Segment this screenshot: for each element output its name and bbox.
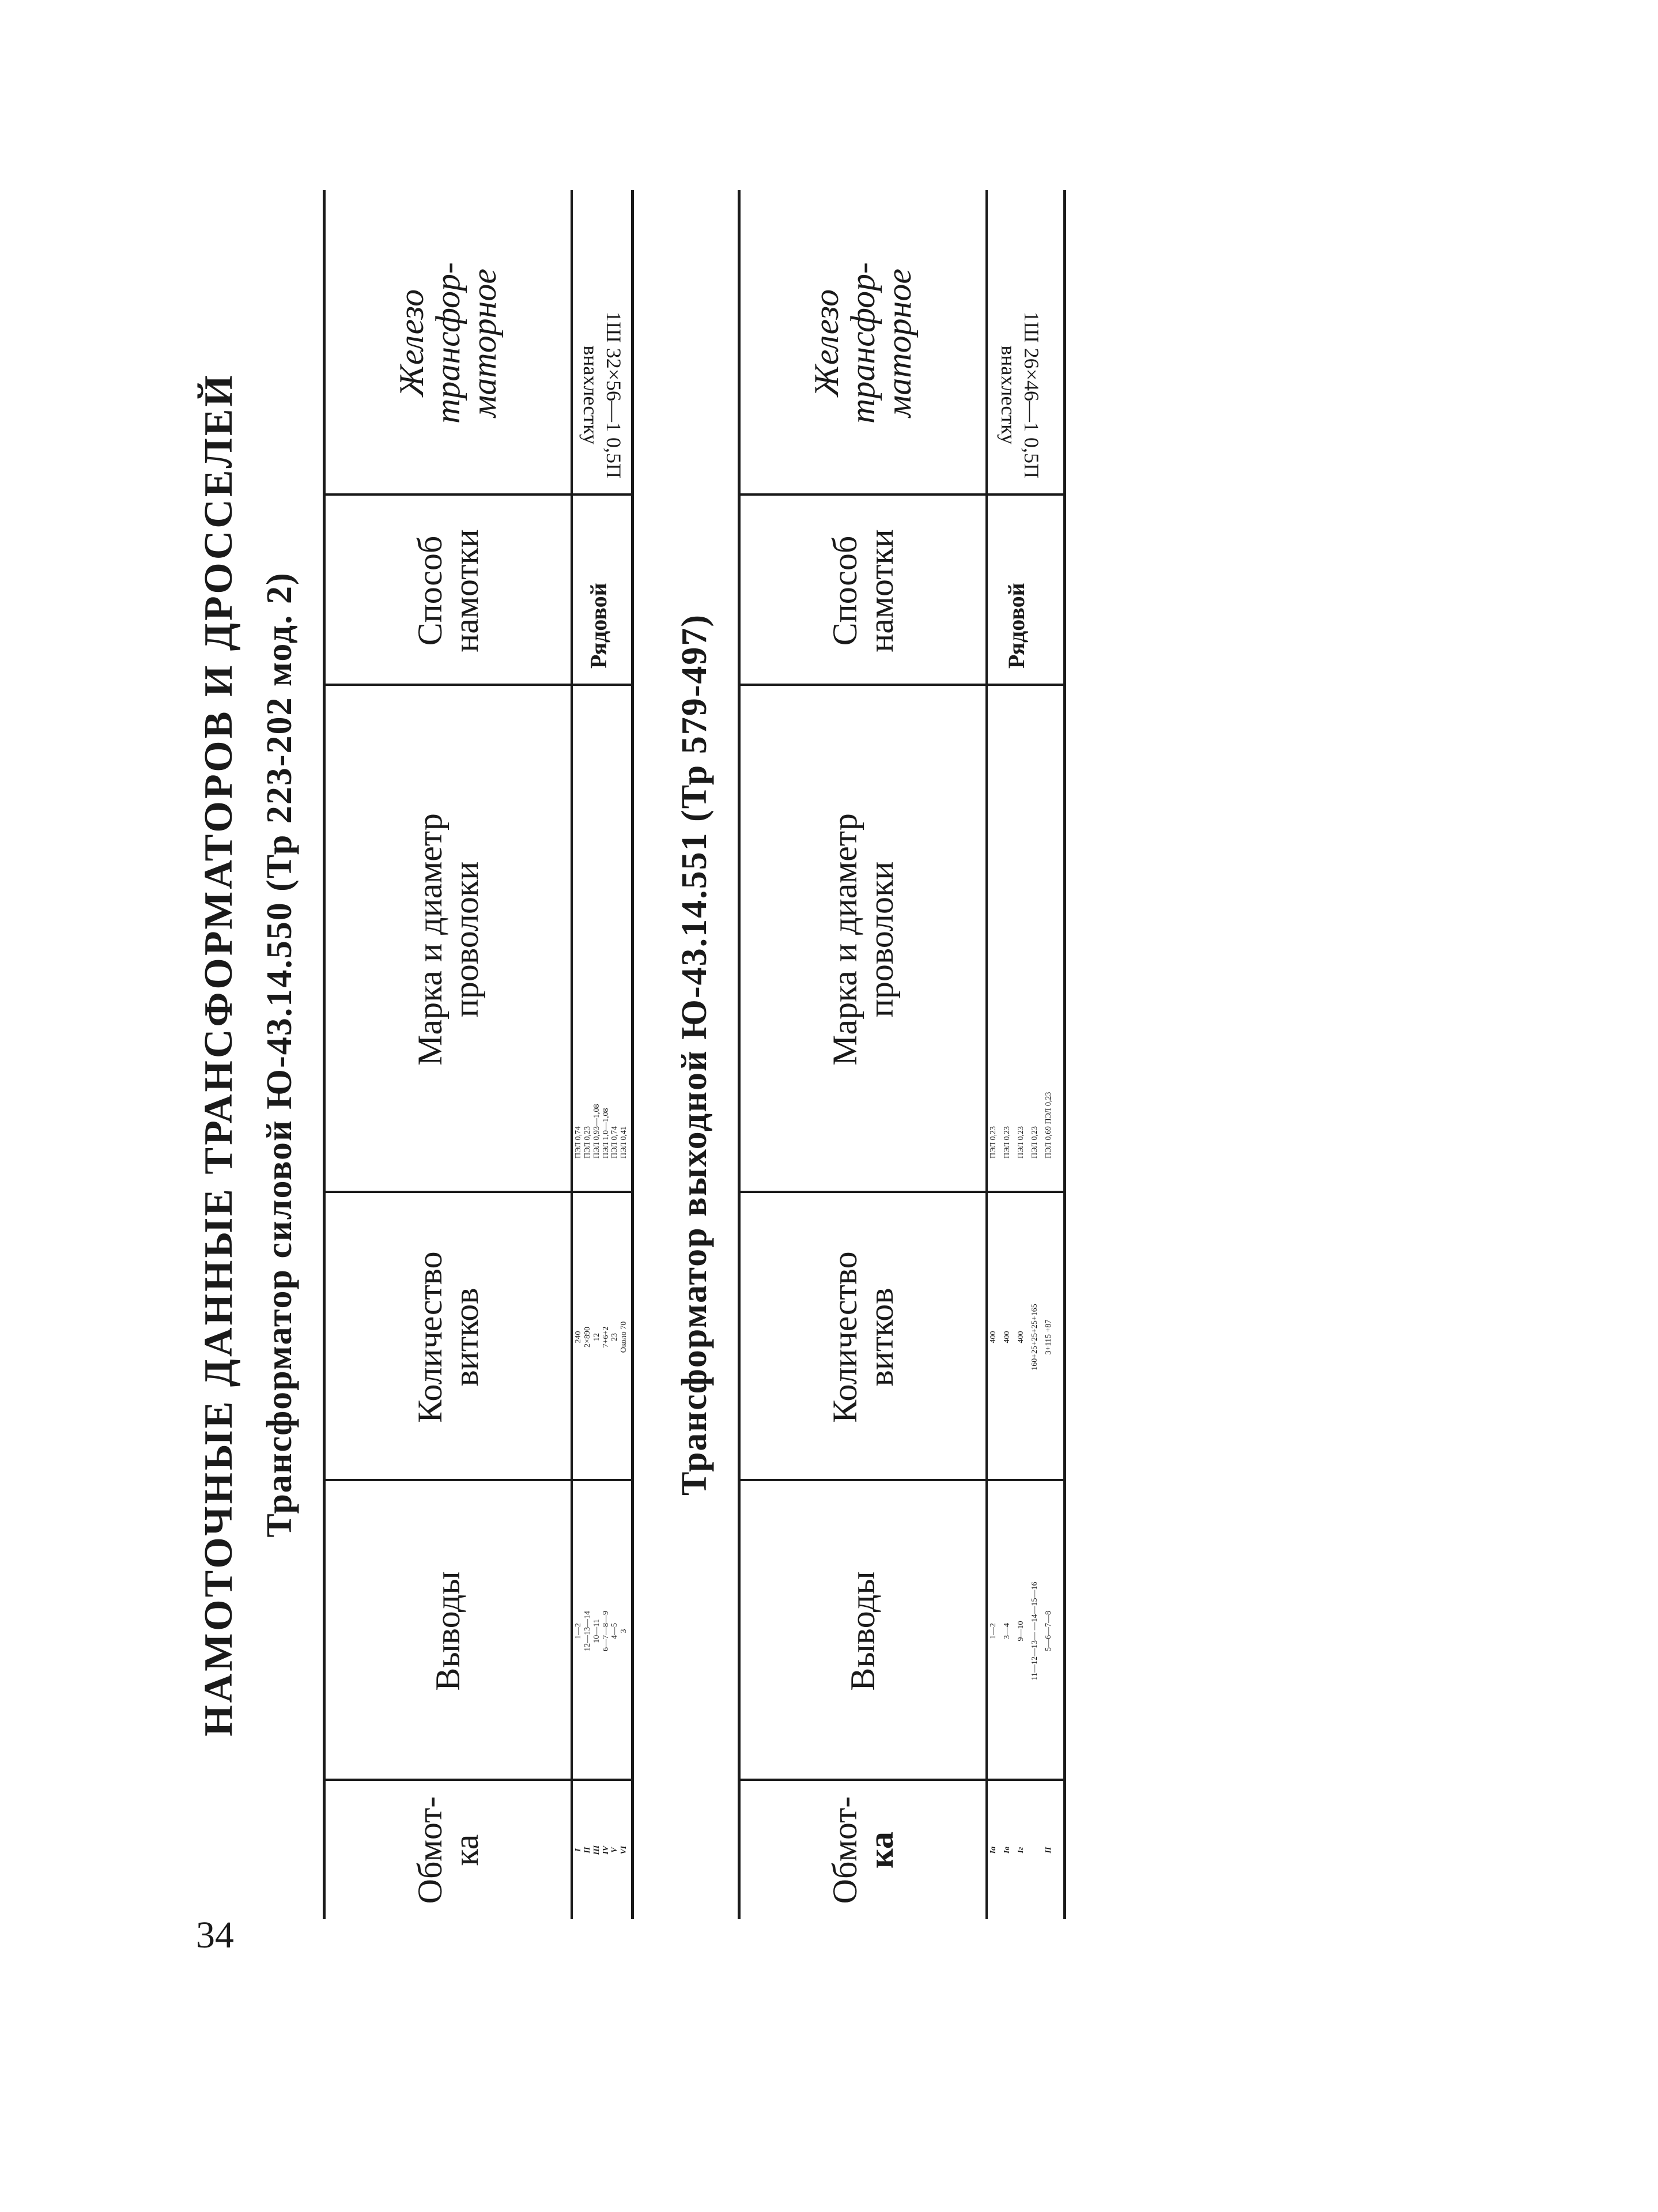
table2 [738, 190, 1066, 1919]
t1-row5-leads: 4—5 [610, 1623, 620, 1639]
t1-row1-winding: I [574, 1848, 583, 1852]
header-wire: Марка и диаметр проволоки [410, 813, 485, 1066]
t2-row5-wire: ПЭЛ 0,69 ПЭЛ 0,23 [1044, 1092, 1053, 1158]
t2-row5-winding: II [1044, 1847, 1053, 1854]
t2-row2-turns: 400 [1003, 1331, 1011, 1343]
header-iron: Железо трансфор- маторное [392, 262, 503, 424]
t1-row4-winding: IV [601, 1845, 610, 1855]
t2-row2-leads: 3—4 [1003, 1623, 1011, 1639]
t1-row4-leads: 6—7—8—9 [601, 1611, 610, 1651]
t1-row3-leads: 10—11 [592, 1619, 601, 1643]
t1-row5-turns: 23 [610, 1333, 620, 1341]
t2-row1-wire: ПЭЛ 0,23 [989, 1126, 998, 1158]
rotated-page-content [173, 190, 1095, 1919]
header-winding: Обмот- ка [410, 1796, 485, 1904]
t2-row1-turns: 400 [989, 1331, 998, 1343]
t1-row2-winding: II [583, 1847, 592, 1854]
t1-row2-wire: ПЭЛ 0,23 [583, 1126, 592, 1158]
t2-row3-winding: Iг [1017, 1847, 1025, 1854]
t1-row6-turns: Около 70 [620, 1321, 629, 1353]
t1-row6-wire: ПЭЛ 0,41 [620, 1126, 629, 1158]
t2-row3-wire: ПЭЛ 0,23 [1017, 1126, 1025, 1158]
t2-row4-leads: 11—12—13— —14—15—16 [1030, 1581, 1039, 1681]
t1-row3-winding: III [592, 1845, 601, 1855]
t2-header-iron: Железо трансфор- маторное [807, 262, 918, 424]
t1-row6-winding: VI [620, 1845, 629, 1855]
t2-row2-winding: Iв [1003, 1847, 1011, 1854]
table2-caption: Трансформатор выходной Ю-43.14.551 (Тр 579-497) [675, 613, 714, 1496]
t2-row4-turns: 160+25+25+25+165 [1030, 1304, 1039, 1371]
t2-row4-wire: ПЭЛ 0,23 [1030, 1126, 1039, 1158]
t2-row1-winding: Ia [989, 1846, 998, 1854]
t1-row5-wire: ПЭЛ 0,74 [610, 1126, 620, 1158]
page-title: НАМОТОЧНЫЕ ДАННЫЕ ТРАНСФОРМАТОРОВ И ДРОССЕЛЕЙ [197, 373, 241, 1737]
t2-header-winding: Обмот- ка [825, 1796, 900, 1904]
t2-row1-leads: 1—2 [989, 1623, 998, 1639]
t2-header-turns: Количество витков [825, 1251, 900, 1423]
header-turns: Количество витков [410, 1251, 485, 1423]
t2-iron: 1Ш 26×46—1 0,5П внахлестку [997, 311, 1044, 478]
t1-row6-leads: 3 [620, 1629, 629, 1633]
t2-row5-leads: 5—6—7—8 [1044, 1611, 1053, 1651]
t1-row3-wire: ПЭЛ 0,93—1,08 [592, 1104, 601, 1158]
table1 [323, 190, 634, 1919]
header-method: Способ намотки [410, 529, 485, 652]
t2-row3-turns: 400 [1017, 1331, 1025, 1343]
t1-row4-turns: 7+6+2 [601, 1326, 610, 1348]
t2-row5-turns: 3+115 +87 [1044, 1319, 1053, 1355]
t2-header-method: Способ намотки [825, 529, 900, 652]
t2-header-wire: Марка и диаметр проволоки [825, 813, 900, 1066]
t1-iron: 1Ш 32×56—1 0,5П внахлестку [579, 311, 626, 478]
t1-row2-leads: 12—13—14 [583, 1611, 592, 1651]
t1-row1-turns: 240 [574, 1331, 583, 1343]
header-leads: Выводы [429, 1571, 467, 1691]
t2-method: Рядовой [1003, 583, 1029, 669]
t2-row2-wire: ПЭЛ 0,23 [1003, 1126, 1011, 1158]
table1-caption: Трансформатор силовой Ю-43.14.550 (Тр 223-202 мод. 2) [260, 572, 299, 1538]
t1-row3-turns: 12 [592, 1333, 601, 1341]
t2-row3-leads: 9—10 [1017, 1621, 1025, 1641]
t1-row2-turns: 2×890 [583, 1327, 592, 1347]
t1-row1-leads: 1—2 [574, 1623, 583, 1639]
t1-row4-wire: ПЭЛ 1,0—1,08 [601, 1108, 610, 1158]
t1-row1-wire: ПЭЛ 0,74 [574, 1126, 583, 1158]
page-number: 34 [196, 1914, 234, 1956]
t2-header-leads: Выводы [844, 1571, 882, 1691]
t1-row5-winding: V [610, 1847, 620, 1853]
t1-method: Рядовой [586, 583, 611, 669]
